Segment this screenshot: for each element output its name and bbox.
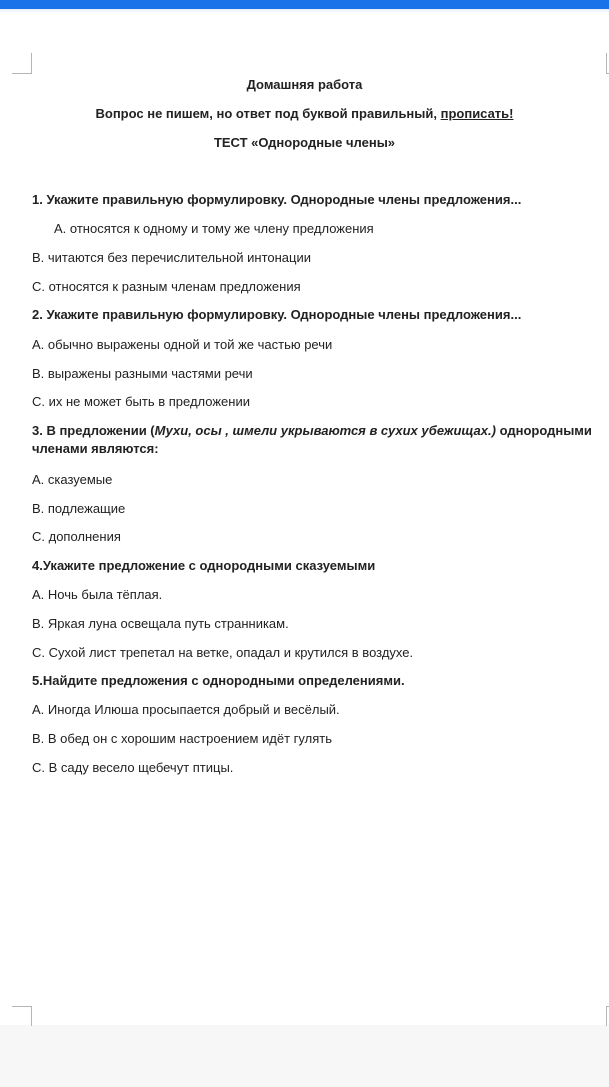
question-5-option-c: С. В саду весело щебечут птицы. [32, 760, 234, 775]
question-2-option-b: В. выражены разными частями речи [32, 366, 253, 381]
top-accent-bar [0, 0, 609, 9]
question-3-option-b: В. подлежащие [32, 501, 126, 516]
question-5-option-b: В. В обед он с хорошим настроением идёт гулять [32, 731, 332, 746]
question-3-option-a: А. сказуемые [32, 472, 113, 487]
question-1-option-b: В. читаются без перечислительной интонации [32, 250, 311, 265]
question-5-option-a: А. Иногда Илюша просыпается добрый и весёлый. [32, 702, 340, 717]
question-4-option-c: С. Сухой лист трепетал на ветке, опадал и крутился в воздухе. [32, 645, 414, 660]
crop-mark-bottom-left [12, 1006, 32, 1026]
question-5: 5.Найдите предложения с однородными определениями. [32, 673, 405, 688]
question-3-example-sentence: Мухи, осы , шмели укрываются в сухих убежищах.) [154, 423, 496, 438]
question-3-option-c: С. дополнения [32, 529, 121, 544]
question-1-option-a: А. относятся к одному и тому же члену предложения [54, 221, 374, 236]
test-title: ТЕСТ «Однородные члены» [213, 135, 396, 150]
question-2-option-a: А. обычно выражены одной и той же частью речи [32, 337, 333, 352]
question-1-option-c: С. относятся к разным членам предложения [32, 279, 301, 294]
question-4-option-a: А. Ночь была тёплая. [32, 587, 163, 602]
question-3 [32, 422, 607, 458]
instruction-line [0, 106, 609, 121]
question-3-suffix: однородными членами являются: [32, 423, 592, 456]
page-gap [0, 1025, 609, 1087]
question-3-prefix: 3. В предложении ( [32, 423, 155, 438]
crop-mark-top-left [12, 53, 32, 74]
document-page [0, 13, 609, 1025]
question-2-option-c: С. их не может быть в предложении [32, 394, 250, 409]
instruction-text: Вопрос не пишем, но ответ под буквой правильный, [95, 106, 441, 121]
document-title: Домашняя работа [246, 77, 363, 92]
instruction-link[interactable]: прописать! [440, 106, 514, 121]
question-2: 2. Укажите правильную формулировку. Однородные члены предложения... [32, 307, 522, 322]
question-4-option-b: В. Яркая луна освещала путь странникам. [32, 616, 289, 631]
question-1: 1. Укажите правильную формулировку. Однородные члены предложения... [32, 192, 522, 207]
question-4: 4.Укажите предложение с однородными сказуемыми [32, 558, 376, 573]
